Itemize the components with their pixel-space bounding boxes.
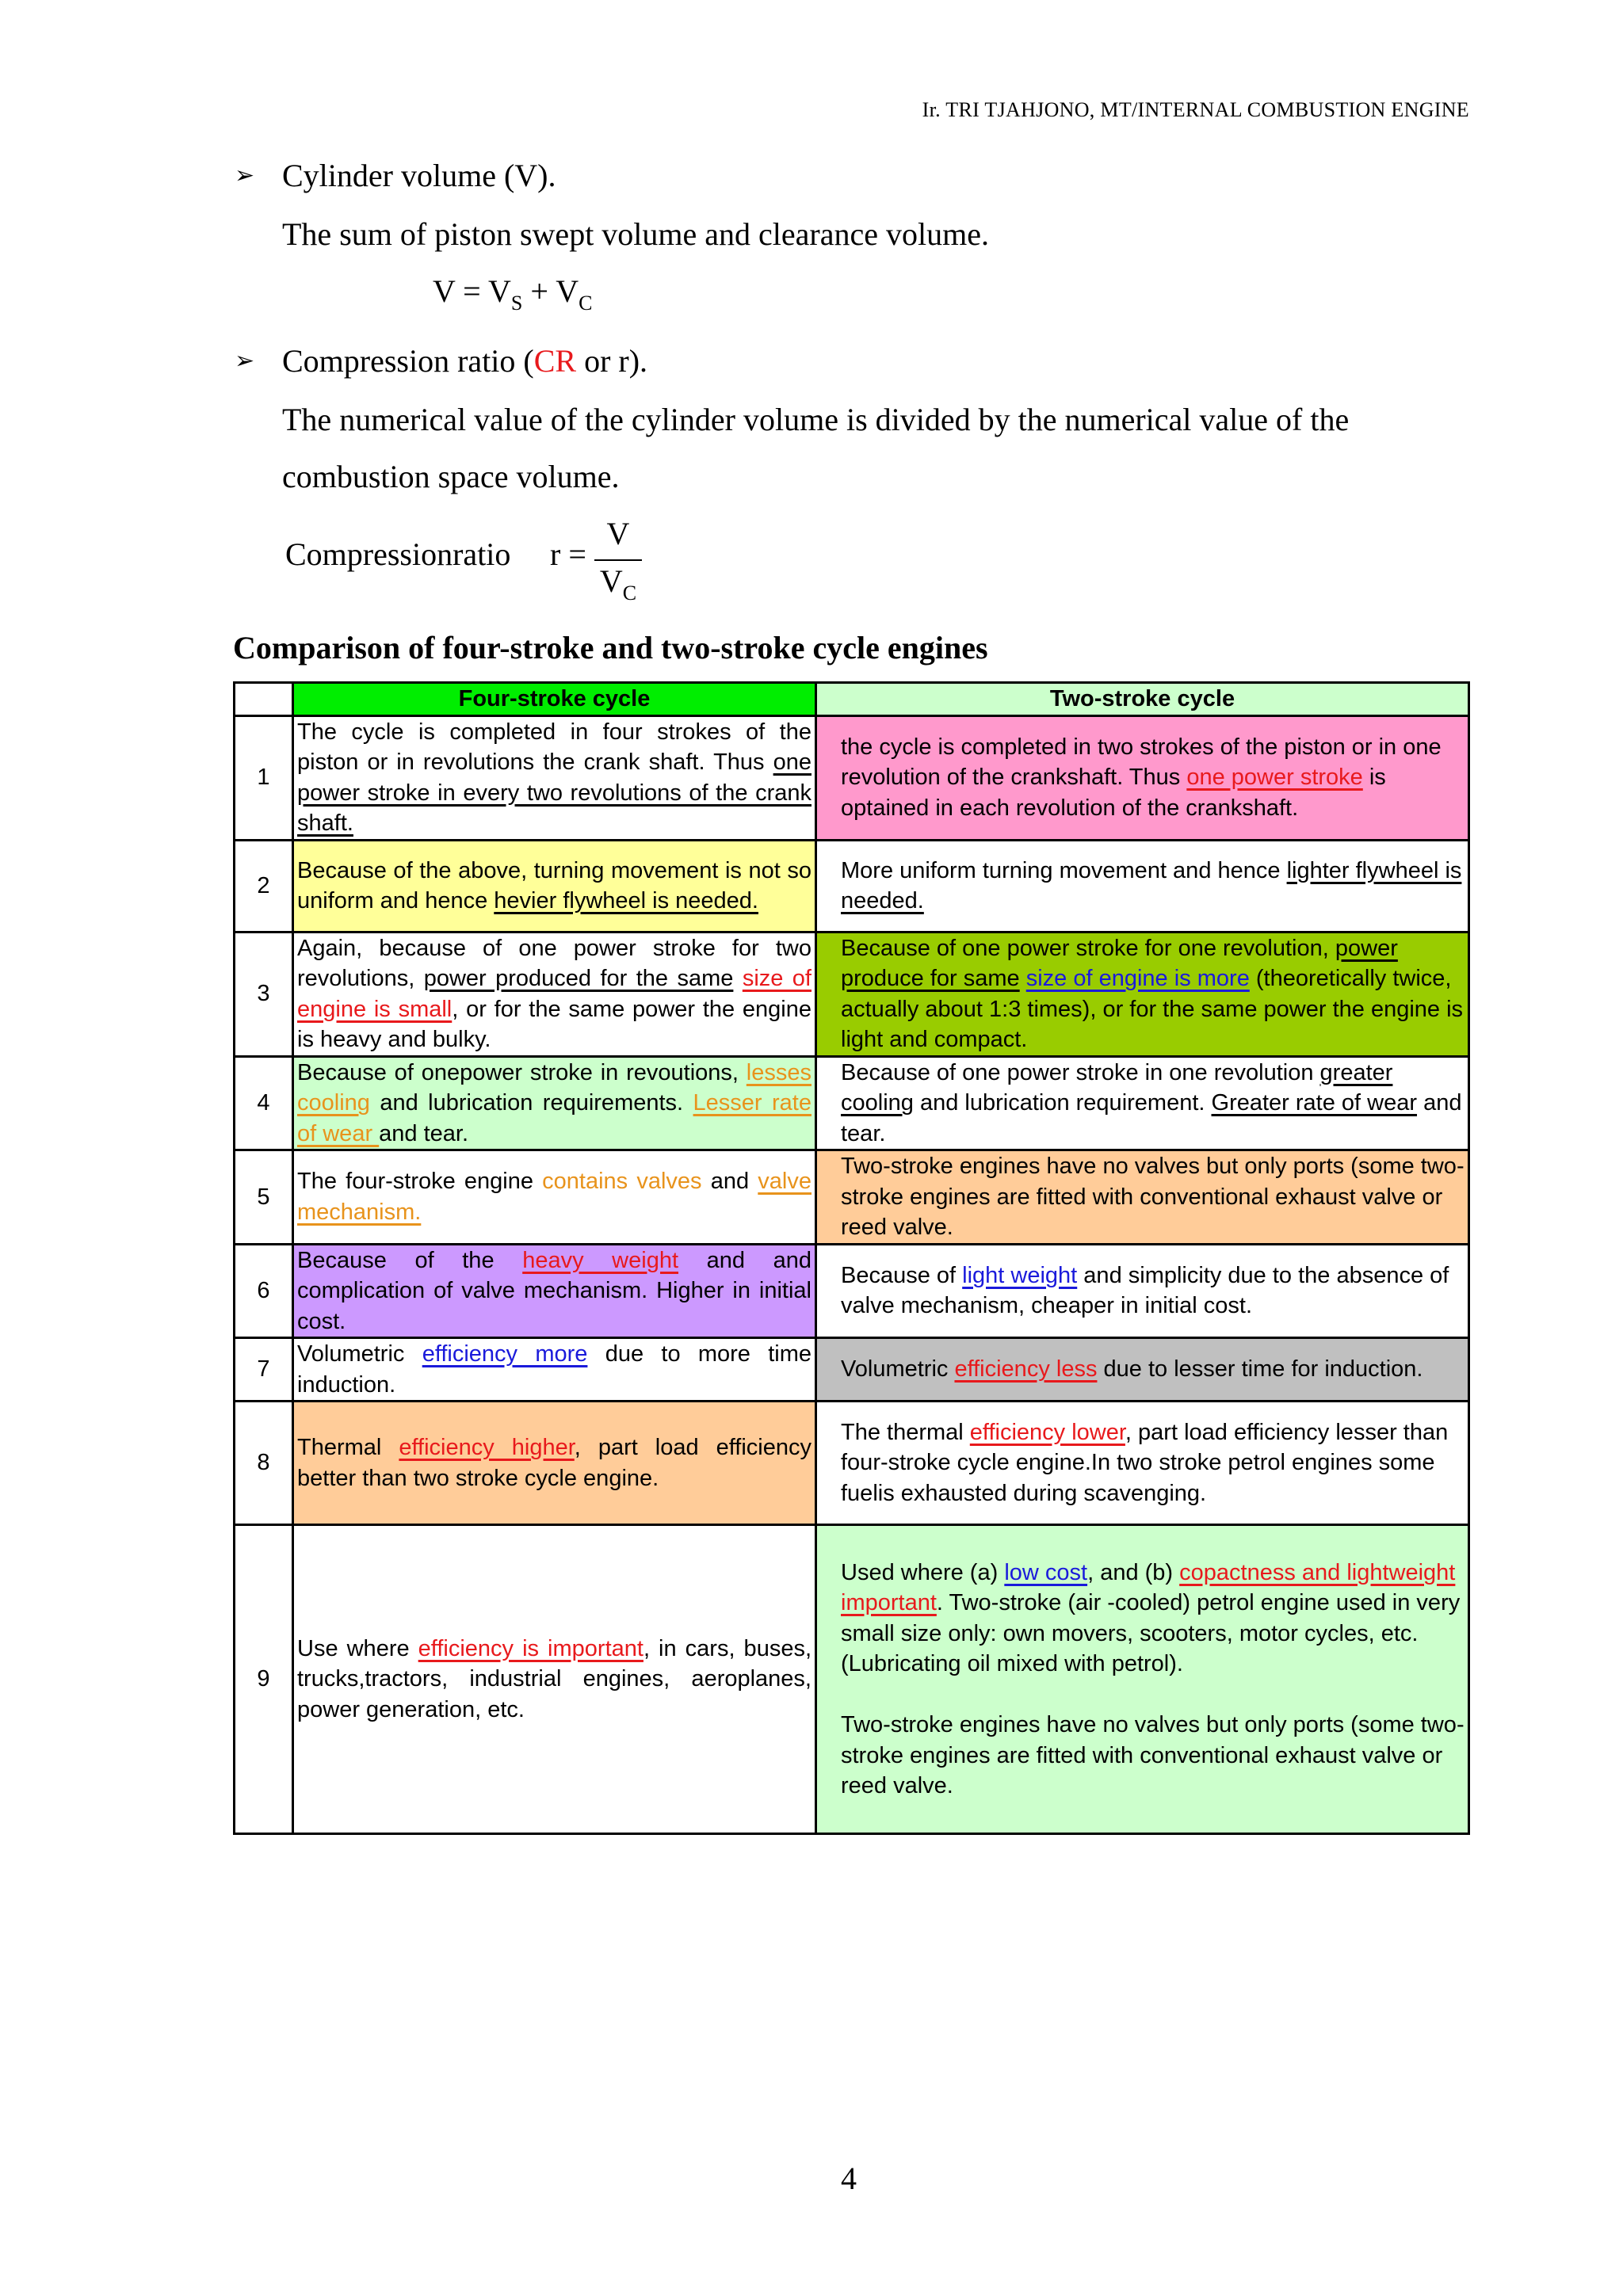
cell-text: power produce for same — [841, 935, 1398, 991]
compression-bullet-cr: CR — [533, 343, 577, 379]
cell-text: one power stroke in every two revolutions of the crank shaft. — [297, 749, 812, 836]
cell-text: size of engine is more — [1025, 966, 1250, 991]
table-row — [235, 932, 1469, 1056]
cell-text: The four-stroke engine — [297, 1169, 543, 1195]
table-row — [235, 1525, 1469, 1834]
cylinder-formula — [433, 273, 592, 315]
compression-ratio-label: Compressionratio — [285, 536, 511, 572]
cell-text — [1020, 966, 1026, 991]
cell-text: Volumetric — [297, 1341, 422, 1367]
bullet-cylinder-text: Cylinder volume (V). — [282, 158, 556, 193]
two-stroke-cell — [816, 715, 1469, 840]
cell-text: Because of the — [297, 1247, 523, 1273]
cell-text: , part load efficiency lesser than four-stroke cycle engine.In two stroke petrol engines some fuelis exhausted during scavenging. — [841, 1419, 1449, 1506]
table-row — [235, 1402, 1469, 1525]
row-number: 8 — [235, 1402, 293, 1525]
denominator-sub: C — [622, 582, 637, 605]
two-stroke-cell — [816, 1150, 1469, 1245]
fraction-numerator: V — [606, 516, 630, 551]
cell-text: . Two-stroke (air -cooled) petrol engine used in very small size only: own movers, scooters, motor cycles, etc. (Lubricating oil mixed with petrol). — [841, 1590, 1461, 1676]
cell-text: size of engine is small — [297, 966, 812, 1022]
table-row — [235, 1244, 1469, 1338]
cell-text: and lubrication requirements. — [369, 1090, 693, 1116]
table-body — [235, 715, 1469, 1834]
compression-fraction — [594, 515, 642, 605]
two-stroke-cell — [816, 1244, 1469, 1338]
cell-text: efficiency more — [422, 1341, 588, 1367]
row-number: 3 — [235, 932, 293, 1056]
header-four-stroke: Four-stroke cycle — [293, 683, 816, 716]
cell-text: , or for the same power the engine is heavy and bulky. — [297, 996, 812, 1052]
cell-text: one power stroke — [1186, 765, 1363, 791]
formula-mid: + V — [522, 273, 579, 309]
cell-text: the cycle is completed in two strokes of the piston or in one revolution of the crankshaft. Thus — [841, 734, 1442, 791]
cell-text: Because of onepower stroke in revoutions, — [297, 1059, 747, 1085]
cell-text: efficiency less — [954, 1356, 1098, 1383]
denominator-v: V — [599, 563, 623, 599]
two-stroke-cell — [816, 1402, 1469, 1525]
four-stroke-cell — [293, 1150, 816, 1245]
row-number: 1 — [235, 715, 293, 840]
cell-text: , part load efficiency better than two stroke cycle engine. — [297, 1435, 812, 1491]
four-stroke-cell — [293, 715, 816, 840]
table-row — [235, 715, 1469, 840]
cell-text: Use where — [297, 1635, 418, 1661]
header-number-cell — [235, 683, 293, 716]
cell-text: Because of one power stroke in one revolution — [841, 1059, 1320, 1085]
cell-text: light weight — [962, 1262, 1078, 1288]
cell-text: power produced for the same — [423, 966, 734, 991]
cell-text: Because of — [841, 1262, 963, 1288]
cell-text: and tear. — [841, 1090, 1462, 1146]
table-row — [235, 1338, 1469, 1402]
two-stroke-cell — [816, 932, 1469, 1056]
cell-text: Greater rate of wear — [1211, 1090, 1418, 1116]
cell-text: greater cooling — [841, 1059, 1393, 1116]
table-row — [235, 840, 1469, 932]
four-stroke-cell — [293, 1402, 816, 1525]
cell-text: Again, because of one power stroke for two revolutions, — [297, 935, 812, 991]
cell-text: efficiency higher — [399, 1435, 575, 1460]
compression-definition-line2: combustion space volume. — [282, 459, 620, 494]
cell-text: Two-stroke engines have no valves but only ports (some two-stroke engines are fitted with conventional exhaust valve or reed valve. — [841, 1154, 1465, 1240]
row-number: 4 — [235, 1056, 293, 1150]
formula-sub-s: S — [510, 292, 523, 315]
cell-text: Volumetric — [841, 1356, 955, 1383]
comparison-table — [233, 681, 1470, 1835]
cell-text: hevier flywheel is needed. — [494, 888, 758, 913]
cell-text: lesses cooling — [297, 1059, 812, 1116]
two-stroke-cell — [816, 1525, 1469, 1834]
compression-bullet-post: or r). — [576, 343, 648, 379]
cell-text: , and (b) — [1087, 1559, 1180, 1585]
bullet-cylinder-volume — [235, 157, 556, 194]
cell-text: Lesser rate of wear — [297, 1090, 812, 1146]
cell-text — [733, 966, 742, 991]
cell-text: Two-stroke engines have no valves but only ports (some two-stroke engines are fitted with conventional exhaust valve or reed valve. — [841, 1712, 1465, 1798]
table-row — [235, 1150, 1469, 1245]
fraction-denominator — [599, 563, 637, 605]
cell-text: and and complication of valve mechanism. Higher in initial cost. — [297, 1247, 812, 1334]
row-number: 7 — [235, 1338, 293, 1402]
cell-text: The cycle is completed in four strokes of the piston or in revolutions the crank shaft. Thus — [297, 719, 812, 775]
four-stroke-cell — [293, 1525, 816, 1834]
cell-text: Because of the above, turning movement is not so uniform and hence — [297, 857, 812, 913]
arrow-bullet-icon: ➢ — [235, 162, 255, 189]
row-number: 5 — [235, 1150, 293, 1245]
cell-text: is optained in each revolution of the crankshaft. — [841, 765, 1386, 821]
compression-definition-line1: The numerical value of the cylinder volume is divided by the numerical value of the — [282, 402, 1350, 437]
bullet-compression-ratio — [235, 342, 647, 379]
cell-text: efficiency lower — [969, 1419, 1125, 1445]
cell-text: More uniform turning movement and hence — [841, 857, 1287, 883]
cell-text: low cost — [1004, 1559, 1088, 1585]
formula-sub-c: C — [579, 292, 593, 315]
cell-text: The thermal — [841, 1419, 970, 1445]
two-stroke-cell — [816, 840, 1469, 932]
cell-text: Because of one power stroke for one revolution, — [841, 935, 1335, 961]
cell-text: and tear. — [379, 1120, 469, 1146]
table-row — [235, 1056, 1469, 1150]
row-number: 6 — [235, 1244, 293, 1338]
four-stroke-cell — [293, 1056, 816, 1150]
row-number: 2 — [235, 840, 293, 932]
cell-text: Used where (a) — [841, 1559, 1005, 1585]
running-header: Ir. TRI TJAHJONO, MT/INTERNAL COMBUSTION ENGINE — [922, 98, 1469, 121]
cell-text: contains valves — [542, 1169, 702, 1195]
header-two-stroke: Two-stroke cycle — [816, 683, 1469, 716]
cell-text: due to more time induction. — [297, 1341, 812, 1398]
arrow-bullet-icon: ➢ — [235, 347, 255, 375]
cell-text: valve mechanism. — [297, 1169, 812, 1225]
table-header-row — [235, 683, 1469, 716]
cell-text: copactness and lightweight important — [841, 1559, 1456, 1615]
four-stroke-cell — [293, 840, 816, 932]
cell-text: Thermal — [297, 1435, 399, 1460]
row-number: 9 — [235, 1525, 293, 1834]
cell-text: heavy weight — [522, 1247, 679, 1273]
four-stroke-cell — [293, 932, 816, 1056]
page-number: 4 — [841, 2161, 857, 2196]
formula-lhs: V = V — [433, 273, 511, 309]
cell-text: (theoretically twice, actually about 1:3 times), or for the same power the engine is light and compact. — [841, 966, 1464, 1052]
r-equals: r = — [550, 536, 586, 572]
cell-text: , in cars, buses, trucks,tractors, industrial engines, aeroplanes, power generation, etc. — [297, 1635, 812, 1722]
cell-text: and simplicity due to the absence of valve mechanism, cheaper in initial cost. — [841, 1262, 1449, 1319]
cylinder-definition: The sum of piston swept volume and clearance volume. — [282, 216, 989, 252]
section-title: Comparison of four-stroke and two-stroke cycle engines — [233, 630, 988, 666]
four-stroke-cell — [293, 1244, 816, 1338]
cell-text: efficiency is important — [418, 1635, 643, 1661]
cell-text: lighter flywheel is needed. — [841, 857, 1462, 913]
fraction-bar — [594, 559, 642, 561]
two-stroke-cell — [816, 1056, 1469, 1150]
four-stroke-cell — [293, 1338, 816, 1402]
cell-text: due to lesser time for induction. — [1097, 1356, 1423, 1383]
two-stroke-cell — [816, 1338, 1469, 1402]
cell-text: and — [701, 1169, 758, 1195]
cell-text: and lubrication requirement. — [913, 1090, 1212, 1116]
compression-bullet-pre: Compression ratio ( — [282, 343, 534, 379]
